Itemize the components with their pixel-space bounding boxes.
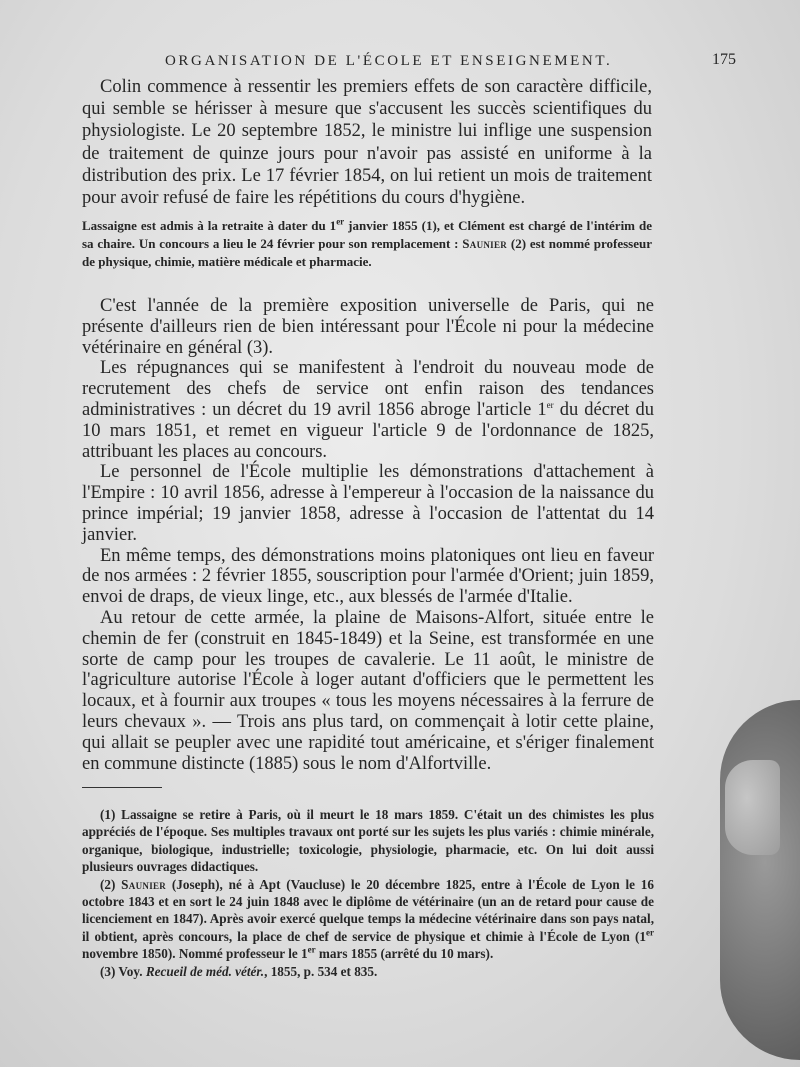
thumbnail-image	[725, 760, 780, 855]
page-number: 175	[712, 51, 736, 68]
body-p2-a: Les répugnances qui se manifestent à l'endroit du nouveau mode de recrutement des chefs de service ont enfin raison des tendances administratives : un décret du 19 avril 1856 abroge l'article 1	[82, 358, 654, 420]
summary-part1: Lassaigne est admis à la retraite à dater du 1	[82, 218, 337, 233]
summary-part3: (2) est nommé professeur de physique, chimie, matière médicale et pharmacie.	[82, 236, 652, 269]
summary-paragraph	[82, 217, 652, 271]
body-p2-b: du décret du 10 mars 1851, et remet en vigueur l'article 9 de l'ordonnance de 1825, attribuant les places au concours.	[82, 399, 655, 462]
footnote-divider	[82, 787, 162, 788]
main-text	[82, 296, 654, 774]
fn2-sup1: er	[646, 927, 654, 938]
fn2-a: (Joseph), né à Apt (Vaucluse) le 20 décembre 1825, entre à l'École de Lyon le 16 octobre 1843 et en sort le 24 juin 1848 avec le diplôme de vétérinaire (un an de retard pour cause de licenciement en 1847). Après avoir exercé quelque temps la médecine vétérinaire dans son pays natal, il obtient, après concours, la place de chef de service de physique et chimie à l'École de Lyon (1	[82, 876, 654, 944]
body-paragraph-2	[82, 358, 654, 462]
fn2-c: mars 1855 (arrêté du 10 mars).	[315, 946, 494, 962]
fn2-sup2: er	[307, 944, 316, 955]
thumb-image	[720, 700, 800, 1060]
fn3-a: (3) Voy.	[100, 963, 146, 979]
footnotes	[82, 806, 654, 980]
summary-name: Saunier	[462, 236, 508, 251]
fn2-num: (2)	[100, 876, 122, 892]
summary-part2: janvier 1855 (1), et Clément est chargé de l'intérim de sa chaire. Un concours a lieu le 24 février pour son remplacement :	[82, 218, 652, 251]
body-paragraph-5: Au retour de cette armée, la plaine de Maisons-Alfort, située entre le chemin de fer (construit en 1845-1849) et la Seine, est transformée en une sorte de camp pour les troupes de cavalerie. Le 11 août, le ministre de l'agriculture autorise l'École à loger autant d'officiers que le permettent les locaux, et à fournir aux troupes « tous les moyens nécessaires à la ferrure de leurs chevaux ». — Trois ans plus tard, on commençait à lotir cette plaine, qui allait se peupler avec une rapidité tout américaine, et s'ériger finalement en commune distincte (1885) sous le nom d'Alfortville.	[82, 607, 654, 774]
fn2-b: novembre 1850). Nommé professeur le 1	[82, 946, 308, 962]
footnote-2	[82, 876, 654, 963]
fn3-b: , 1855, p. 534 et 835.	[264, 963, 378, 979]
running-title: ORGANISATION DE L'ÉCOLE ET ENSEIGNEMENT.	[165, 53, 613, 69]
fn3-title: Recueil de méd. vétér.	[145, 963, 265, 979]
fn2-name: Saunier	[121, 876, 167, 892]
body-paragraph-3: Le personnel de l'École multiplie les démonstrations d'attachement à l'Empire : 10 avril 1856, adresse à l'empereur à l'occasion de la naissance du prince impérial; 19 janvier 1858, adresse à l'occasion de l'attentat du 14 janvier.	[82, 462, 654, 545]
intro-paragraph	[82, 76, 652, 209]
summary-text	[82, 217, 652, 271]
footnote-3	[82, 963, 654, 980]
body-paragraph-4: En même temps, des démonstrations moins platoniques ont lieu en faveur de nos armées : 2 février 1855, souscription pour l'armée d'Orient; juin 1859, envoi de draps, de vieux linge, etc., aux blessés de l'armée d'Italie.	[82, 545, 654, 608]
intro-text: Colin commence à ressentir les premiers effets de son caractère difficile, qui semble se hérisser à mesure que s'accusent les succès scientifiques du physiologiste. Le 20 septembre 1852, le ministre lui inflige une suspension de traitement de quinze jours pour n'avoir pas assisté en uniforme à la distribution des prix. Le 17 février 1854, on lui retient un mois de traitement pour avoir refusé de faire les répétitions du cours d'hygiène.	[82, 77, 652, 209]
body-paragraph-1: C'est l'année de la première exposition universelle de Paris, qui ne présente d'ailleurs rien de bien intéressant pour l'École ni pour la médecine vétérinaire en général (3).	[82, 296, 654, 358]
footnote-1: (1) Lassaigne se retire à Paris, où il meurt le 18 mars 1859. C'était un des chimistes les plus appréciés de l'époque. Ses multiples travaux ont porté sur les sujets les plus variés : chimie minérale, organique, biologique, industrielle; toxicologie, physiologie, pharmacie, etc. On lui doit aussi plusieurs ouvrages didactiques.	[82, 807, 654, 875]
summary-sup1: er	[336, 216, 345, 227]
body-p2-sup: er	[546, 399, 554, 410]
